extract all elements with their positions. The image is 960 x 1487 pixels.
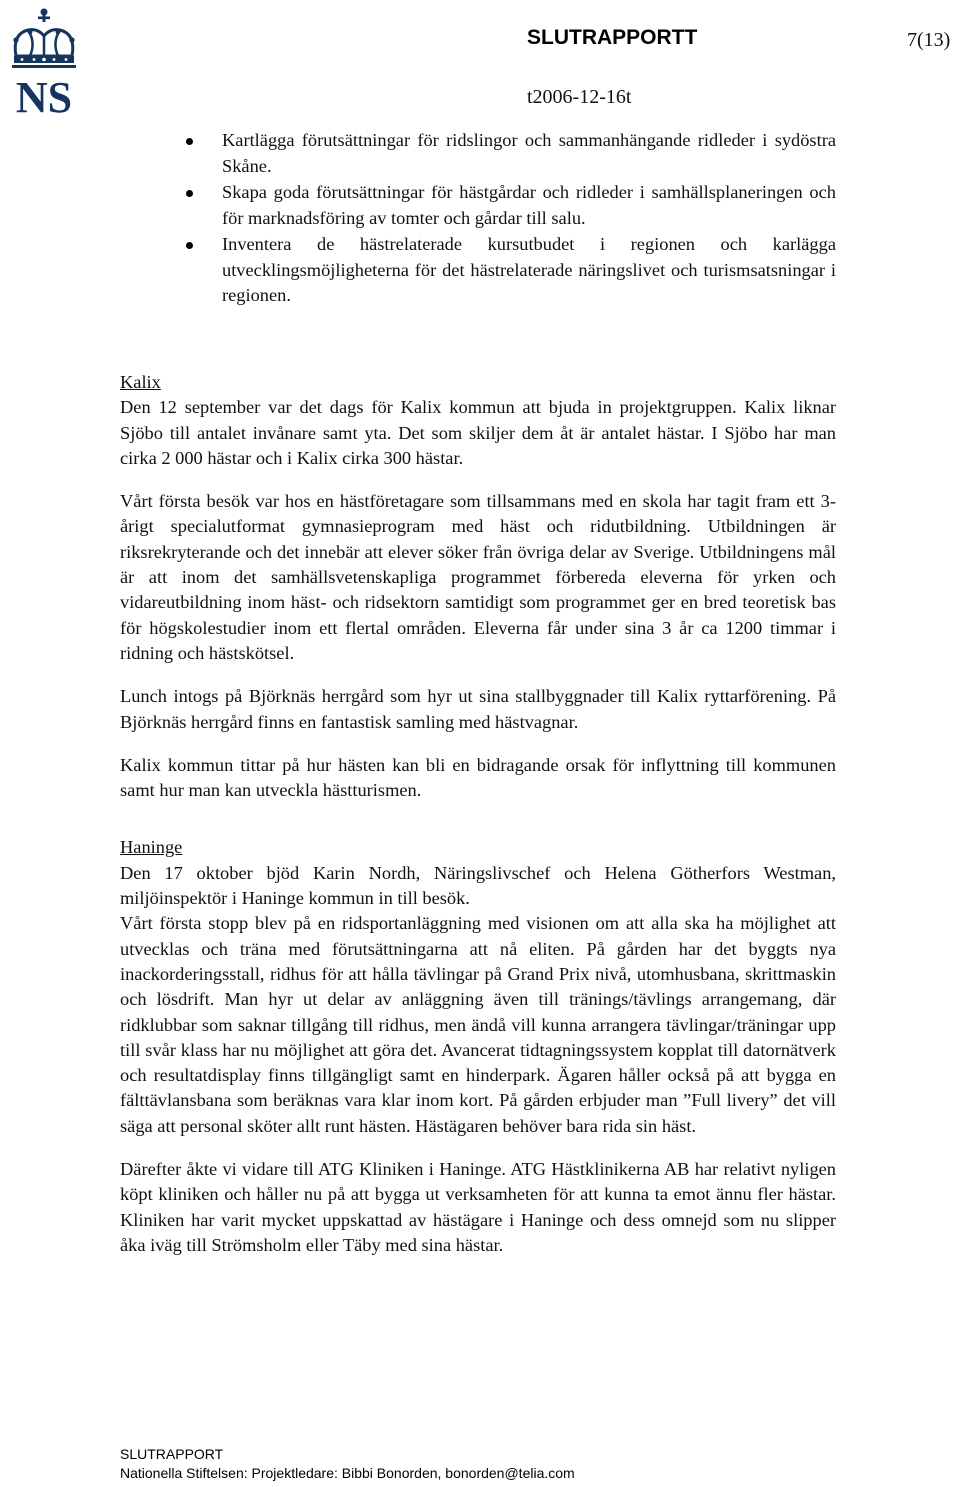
report-date: t2006-12-16t xyxy=(527,86,632,108)
page-number: 7(13) xyxy=(907,29,951,51)
list-item xyxy=(186,180,836,231)
footer-title: SLUTRAPPORT xyxy=(120,1446,224,1462)
document-body xyxy=(120,370,836,1276)
bullet-text: Kartlägga förutsättningar för ridslingor och sammanhängande ridleder i sydöstra Skåne. xyxy=(222,130,836,176)
logo-text: NS xyxy=(15,73,73,114)
ns-crown-logo xyxy=(6,6,82,114)
footer-contact: Nationella Stiftelsen: Projektledare: Bibbi Bonorden, bonorden@telia.com xyxy=(120,1465,575,1481)
paragraph: Vårt första besök var hos en hästföretagare som tillsammans med en skola har tagit fram ett 3-årigt specialutformat gymnasieprogram med häst och ridutbildning. Utbildningen är riksrekryterande och det innebär att elever söker från övriga delar av Sverige. Utbildningens mål är att inom det samhällsvetenskapliga programmet förbereda eleverna för yrken och vidareutbildning inom häst- och ridsektorn samtidigt som programmet ger en bred teoretisk bas för högskolestudier inom ett flertal områden. Eleverna får under sina 3 år ca 1200 timmar i ridning och hästskötsel. xyxy=(120,491,836,663)
bullet-icon xyxy=(186,242,193,249)
bullet-icon xyxy=(186,138,193,145)
report-title: SLUTRAPPORTT xyxy=(527,26,698,49)
section-heading-haninge: Haninge xyxy=(120,837,183,858)
bullet-text: Inventera de hästrelaterade kursutbudet i regionen och karlägga utvecklingsmöjligheterna för det hästrelaterade näringslivet och turismsatsningar i regionen. xyxy=(222,234,836,305)
bullet-list xyxy=(186,128,836,310)
bullet-icon xyxy=(186,190,193,197)
section-heading-kalix: Kalix xyxy=(120,372,161,392)
list-item xyxy=(186,128,836,179)
list-item xyxy=(186,232,836,309)
paragraph: Den 12 september var det dags för Kalix kommun att bjuda in projektgruppen. Kalix liknar Sjöbo till antalet invånare samt yta. Det som skiljer dem åt är antalet hästar. I Sjöbo har man cirka 2 000 hästar och i Kalix cirka 300 hästar. xyxy=(120,397,836,468)
paragraph: Därefter åkte vi vidare till ATG Kliniken i Haninge. ATG Hästklinikerna AB har relativt nyligen köpt kliniken och håller nu på att bygga ut verksamheten för att kunna ta emot ännu fler hästar. Kliniken har varit mycket uppskattad av hästägare i Haninge och dess omnejd som nu slipper åka iväg till Strömsholm eller Täby med sina hästar. xyxy=(120,1159,836,1255)
paragraph: Kalix kommun tittar på hur hästen kan bli en bidragande orsak för inflyttning till kommunen samt hur man kan utveckla hästturismen. xyxy=(120,754,836,801)
paragraph: Vårt första stopp blev på en ridsportanläggning med visionen om att alla ska ha möjlighet att utvecklas och träna med förutsättningarna att nå eliten. På gården har det byggts nya inackorderingsstall, ridhus för att hålla tävlingar på Grand Prix nivå, utomhusbana, skrittmaskin och lösdrift. Man hyr ut delar av anläggning även till tränings/tävlings arrangemang, där ridklubbar som saknar tillgång till ridhus, men ändå vill kunna arrangera tävlingar/träningar upp till svår klass har nu möjlighet att göra det. Avancerat tidtagningssystem kopplat till datornätverk och resultatdisplay finns tillgängligt samt en hinderpark. Ägaren håller också på att bygga en fälttävlansbana som beräknas vara klar inom kort. På gården erbjuder man ”Full livery” det vill säga att personal sköter allt runt hästen. Hästägaren behöver bara rida sin häst. xyxy=(120,913,836,1136)
page-footer xyxy=(120,1445,575,1483)
paragraph: Lunch intogs på Björknäs herrgård som hyr ut sina stallbyggnader till Kalix ryttarförening. På Björknäs herrgård finns en fantastisk samling med hästvagnar. xyxy=(120,686,836,732)
bullet-text: Skapa goda förutsättningar för hästgårdar och ridleder i samhällsplaneringen och för marknadsföring av tomter och gårdar till salu. xyxy=(222,182,836,228)
paragraph: Den 17 oktober bjöd Karin Nordh, Näringslivschef och Helena Götherfors Westman, miljöinspektör i Haninge kommun in till besök. xyxy=(120,862,836,909)
